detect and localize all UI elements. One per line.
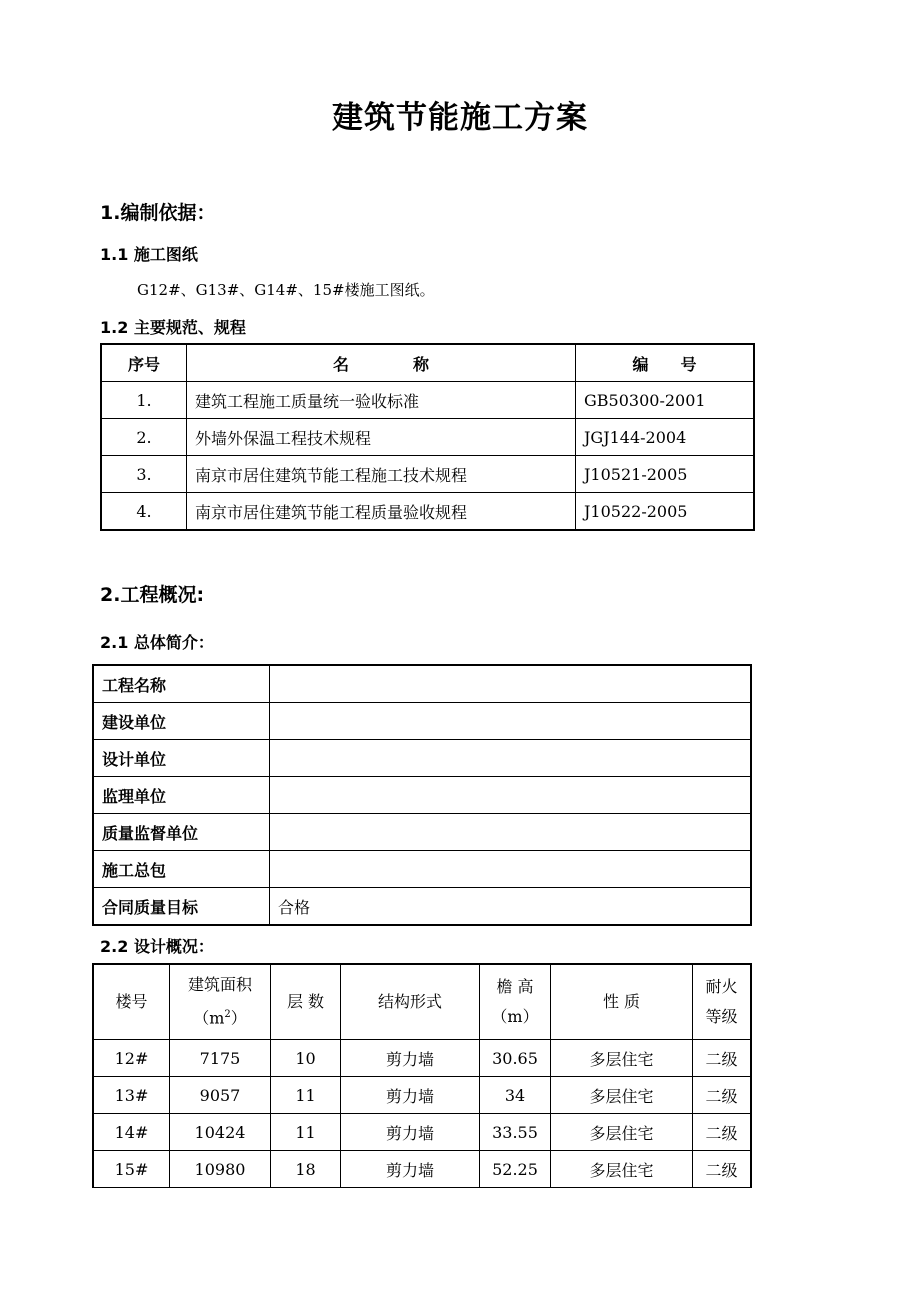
section-heading-overview: 2.工程概况: [100, 584, 205, 606]
building-no: 15# [93, 1151, 170, 1188]
standard-no: 4. [101, 493, 187, 531]
summary-value [270, 814, 752, 851]
standard-no: 3. [101, 456, 187, 493]
summary-label: 监理单位 [93, 777, 270, 814]
summary-label: 合同质量目标 [93, 888, 270, 926]
table-row [101, 382, 754, 419]
building-area: 9057 [170, 1077, 271, 1114]
column-header-no: 序号 [101, 344, 187, 382]
table-row [93, 1114, 751, 1151]
standard-no: 2. [101, 419, 187, 456]
page-title: 建筑节能施工方案 [332, 100, 588, 136]
eave-header-line2: （m） [491, 1007, 539, 1026]
building-floors: 11 [271, 1077, 341, 1114]
summary-value [270, 851, 752, 888]
summary-label: 工程名称 [93, 665, 270, 703]
building-structure: 剪力墙 [341, 1040, 480, 1077]
summary-label: 设计单位 [93, 740, 270, 777]
project-summary-table [92, 664, 752, 926]
table-row [93, 740, 751, 777]
standards-table [100, 343, 755, 531]
table-row [93, 665, 751, 703]
table-row [101, 456, 754, 493]
building-nature: 多层住宅 [551, 1077, 693, 1114]
area-header-unit [170, 1000, 270, 1033]
summary-value: 合格 [270, 888, 752, 926]
subsection-heading-summary: 2.1 总体简介： [100, 633, 214, 652]
building-fire-rating: 二级 [693, 1040, 752, 1077]
subsection-heading-drawings: 1.1 施工图纸 [100, 245, 198, 264]
building-eave: 52.25 [480, 1151, 551, 1188]
building-nature: 多层住宅 [551, 1114, 693, 1151]
column-header-nature: 性 质 [551, 964, 693, 1040]
standard-code: J10522-2005 [576, 493, 755, 531]
eave-header-line1: 檐 高 [496, 977, 534, 996]
building-nature: 多层住宅 [551, 1040, 693, 1077]
table-row [101, 419, 754, 456]
design-overview-table [92, 963, 752, 1188]
summary-label: 质量监督单位 [93, 814, 270, 851]
building-nature: 多层住宅 [551, 1151, 693, 1188]
building-area: 10424 [170, 1114, 271, 1151]
table-header-row [93, 964, 751, 1040]
section-heading-basis: 1.编制依据： [100, 202, 216, 224]
area-unit-open: （m [193, 1008, 225, 1028]
standard-code: GB50300-2001 [576, 382, 755, 419]
building-structure: 剪力墙 [341, 1114, 480, 1151]
standard-name: 建筑工程施工质量统一验收标准 [187, 382, 576, 419]
standard-name: 外墙外保温工程技术规程 [187, 419, 576, 456]
drawings-text: G12#、G13#、G14#、15#楼施工图纸。 [137, 281, 435, 299]
building-no: 12# [93, 1040, 170, 1077]
table-row [93, 851, 751, 888]
subsection-heading-design: 2.2 设计概况： [100, 937, 214, 956]
area-header-line1: 建筑面积 [187, 975, 252, 995]
area-unit-sup: 2 [224, 1009, 231, 1021]
building-floors: 18 [271, 1151, 341, 1188]
standard-name: 南京市居住建筑节能工程质量验收规程 [187, 493, 576, 531]
building-floors: 11 [271, 1114, 341, 1151]
table-row [101, 493, 754, 531]
standard-code: J10521-2005 [576, 456, 755, 493]
area-unit-close: ） [230, 1008, 247, 1028]
table-row [93, 703, 751, 740]
summary-value [270, 777, 752, 814]
standard-no: 1. [101, 382, 187, 419]
building-eave: 34 [480, 1077, 551, 1114]
building-fire-rating: 二级 [693, 1077, 752, 1114]
summary-value [270, 740, 752, 777]
column-header-name: 名 称 [187, 344, 576, 382]
column-header-floors: 层 数 [271, 964, 341, 1040]
standard-code: JGJ144-2004 [576, 419, 755, 456]
building-fire-rating: 二级 [693, 1151, 752, 1188]
table-header-row [101, 344, 754, 382]
building-no: 14# [93, 1114, 170, 1151]
table-row [93, 777, 751, 814]
summary-label: 建设单位 [93, 703, 270, 740]
building-area: 7175 [170, 1040, 271, 1077]
column-header-structure: 结构形式 [341, 964, 480, 1040]
building-eave: 33.55 [480, 1114, 551, 1151]
standard-name: 南京市居住建筑节能工程施工技术规程 [187, 456, 576, 493]
table-row [93, 814, 751, 851]
summary-value [270, 703, 752, 740]
building-structure: 剪力墙 [341, 1151, 480, 1188]
building-fire-rating: 二级 [693, 1114, 752, 1151]
subsection-heading-standards: 1.2 主要规范、规程 [100, 318, 246, 337]
building-eave: 30.65 [480, 1040, 551, 1077]
building-structure: 剪力墙 [341, 1077, 480, 1114]
table-row [93, 1077, 751, 1114]
summary-value [270, 665, 752, 703]
column-header-fire-rating [693, 964, 752, 1040]
column-header-area [170, 964, 271, 1040]
summary-label: 施工总包 [93, 851, 270, 888]
building-no: 13# [93, 1077, 170, 1114]
column-header-building: 楼号 [93, 964, 170, 1040]
table-row [93, 888, 751, 926]
table-row [93, 1040, 751, 1077]
table-row [93, 1151, 751, 1188]
fire-header-line2: 等级 [705, 1007, 738, 1026]
building-floors: 10 [271, 1040, 341, 1077]
column-header-eave [480, 964, 551, 1040]
building-area: 10980 [170, 1151, 271, 1188]
column-header-code: 编 号 [576, 344, 755, 382]
fire-header-line1: 耐火 [705, 977, 738, 996]
